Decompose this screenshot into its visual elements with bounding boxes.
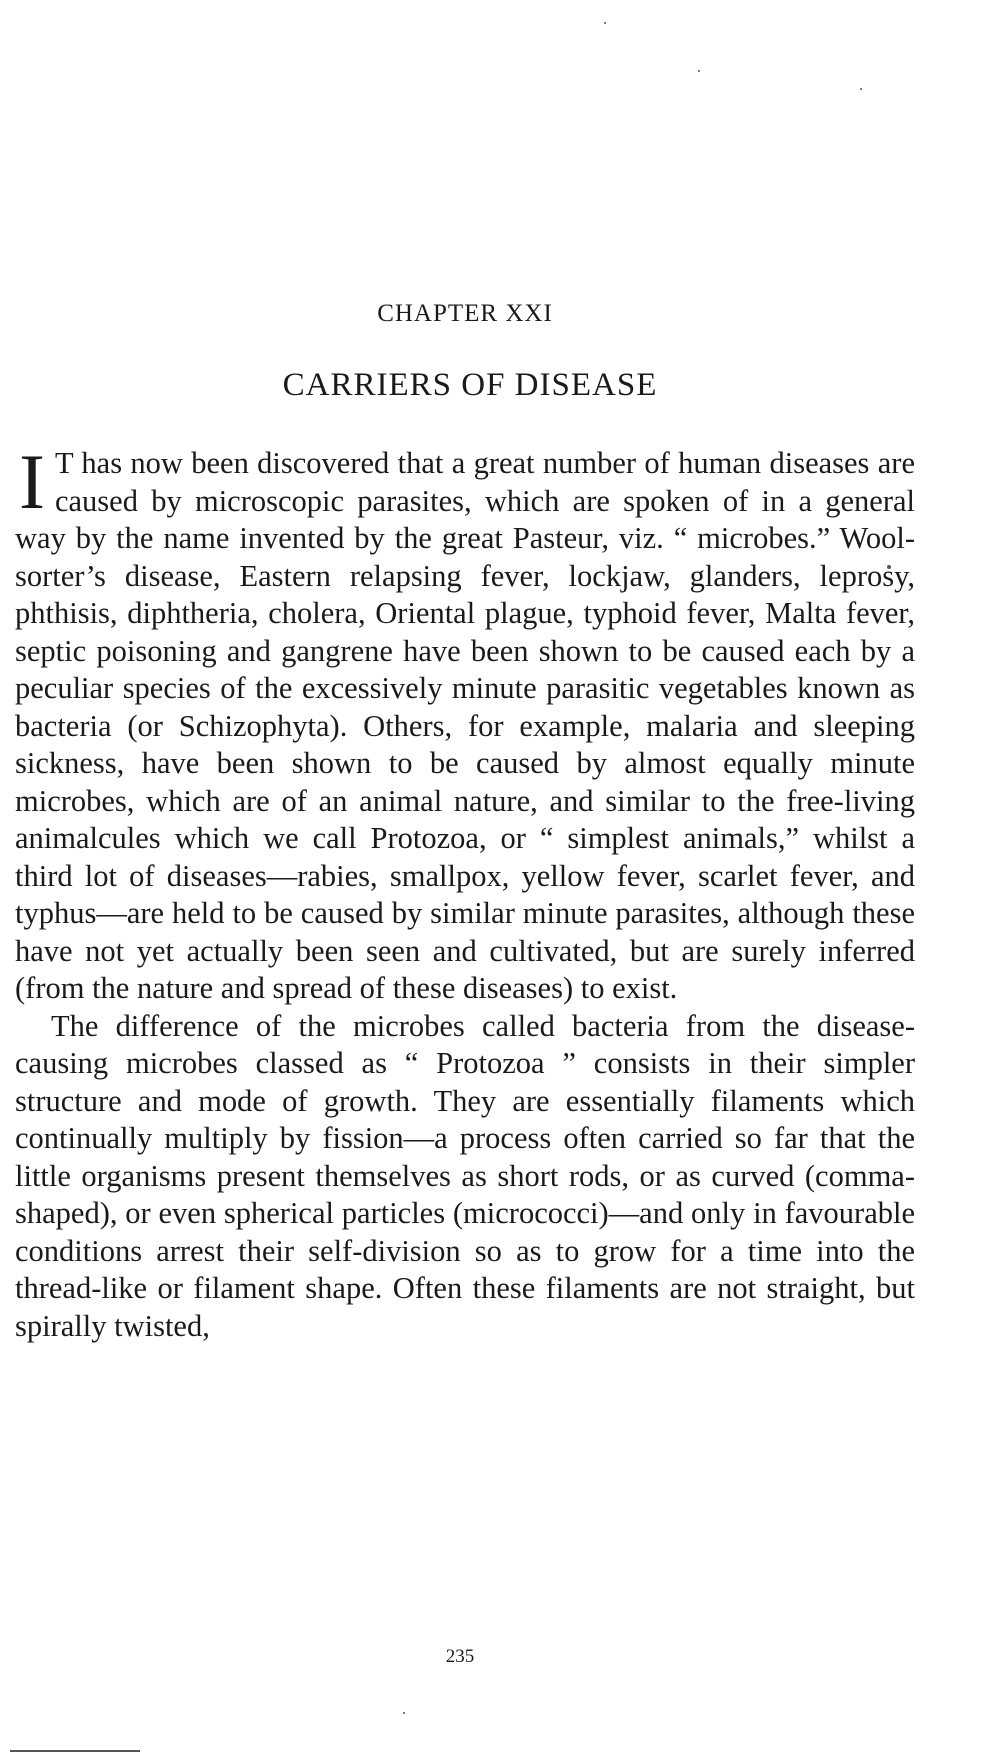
- bottom-rule: [10, 1750, 140, 1752]
- scan-speck: [860, 88, 862, 90]
- paragraph-1: [15, 438, 915, 1008]
- scan-speck: [604, 22, 606, 24]
- paragraph-2: [15, 1008, 915, 1346]
- paragraph-1-text: T has now been discovered that a great number of human diseases are caused by microscopic parasites, which are spoken of in a general way by the name invented by the great Pasteur, viz. “ microbes.” Wool-sorter’s disease, Eastern relapsing fever, lockjaw, glanders, leprosy, phthisis, diphtheria, cholera, Oriental plague, typhoid fever, Malta fever, septic poisoning and gangrene have been shown to be caused each by a peculiar species of the excessively minute parasitic vegetables known as bacteria (or Schizophyta). Others, for example, malaria and sleeping sickness, have been shown to be caused by almost equally minute microbes, which are of an animal nature, and similar to the free-living animalcules which we call Protozoa, or “ simplest animals,” whilst a third lot of diseases—rabies, smallpox, yellow fever, scarlet fever, and typhus—are held to be caused by similar minute parasites, although these have not yet actually been seen and cultivated, but are surely inferred (from the nature and spread of these diseases) to exist.: [15, 446, 915, 1005]
- scan-speck: [403, 1712, 405, 1714]
- paragraph-2-text: The difference of the microbes called bacteria from the disease-causing microbes classed as “ Protozoa ” consists in their simpler structure and mode of growth. They are essentially filaments which continually multiply by fission—a process often carried so far that the little organisms present themselves as short rods, or as curved (comma-shaped), or even spherical particles (micrococci)—and only in favourable conditions arrest their self-division so as to grow for a time into the thread-like or filament shape. Often these filaments are not straight, but spirally twisted,: [15, 1008, 915, 1343]
- page-number: 235: [445, 1646, 475, 1667]
- chapter-body: [15, 438, 915, 1345]
- chapter-label: CHAPTER XXI: [377, 300, 553, 327]
- drop-cap: I: [19, 438, 45, 525]
- scan-speck: [698, 70, 700, 72]
- chapter-title: CARRIERS OF DISEASE: [282, 367, 658, 403]
